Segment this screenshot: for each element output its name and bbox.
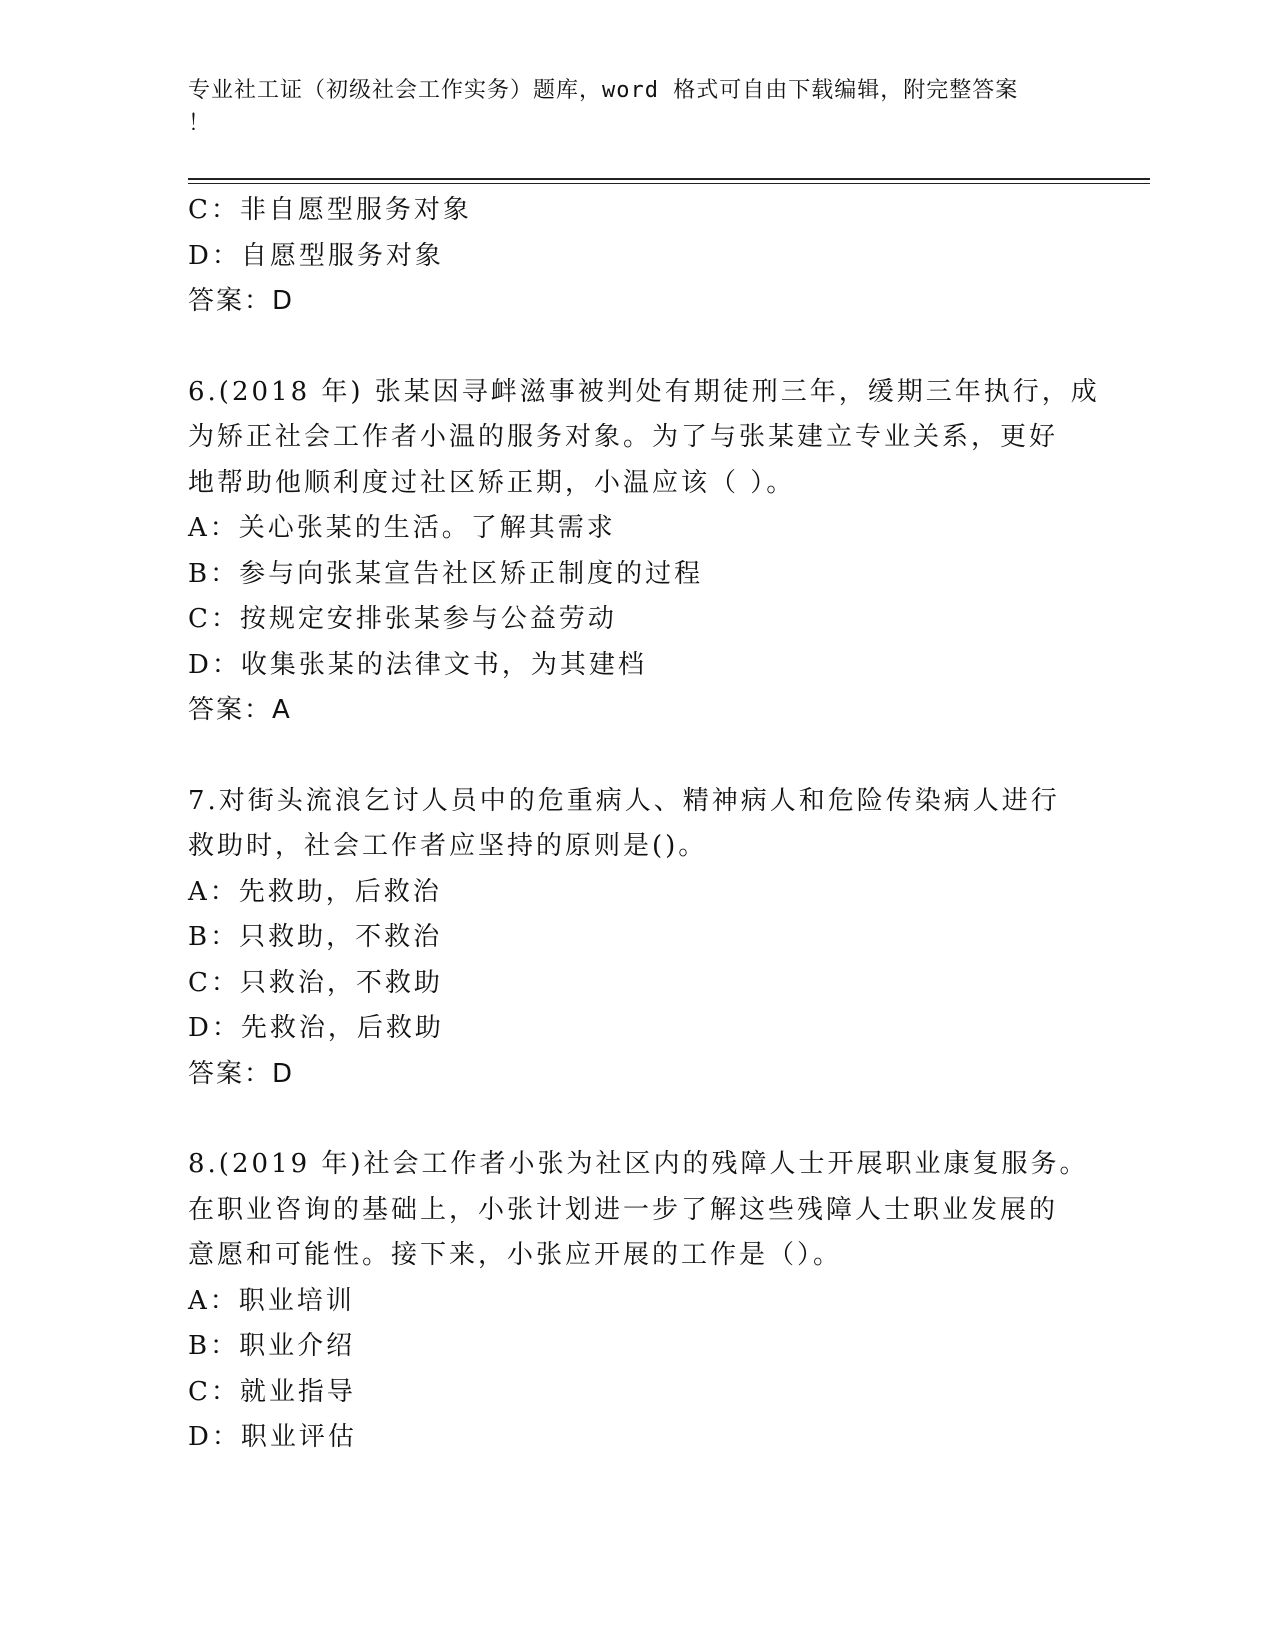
option-b: B：参与向张某宣告社区矫正制度的过程 [188, 558, 704, 589]
option-c: C：非自愿型服务对象 [188, 195, 472, 225]
question-stem: 地帮助他顺利度过社区矫正期，小温应该（ ）。 [188, 467, 796, 498]
option-a: A：职业培训 [188, 1285, 355, 1316]
question-stem: 意愿和可能性。接下来，小张应开展的工作是（）。 [188, 1240, 843, 1270]
option-b: B：职业介绍 [188, 1331, 356, 1361]
question-stem: 7.对街头流浪乞讨人员中的危重病人、精神病人和危险传染病人进行 [188, 785, 1060, 816]
question-stem: 8.(2019 年)社会工作者小张为社区内的残障人士开展职业康复服务。 [188, 1149, 1089, 1179]
option-a: A：先救助，后救治 [188, 876, 442, 907]
answer: 答案：A [188, 695, 292, 725]
answer: 答案：D [188, 1058, 295, 1089]
option-d: D：职业评估 [188, 1422, 357, 1452]
header-title: 专业社工证（初级社会工作实务）题库，word 格式可自由下载编辑，附完整答案 [188, 78, 1019, 103]
question-stem: 救助时，社会工作者应坚持的原则是()。 [188, 831, 708, 861]
option-d: D：自愿型服务对象 [188, 240, 444, 271]
option-c: C：只救治，不救助 [188, 967, 443, 998]
header-divider-thin [188, 183, 1150, 184]
page-header [188, 74, 1068, 140]
option-c: C：按规定安排张某参与公益劳动 [188, 604, 617, 634]
option-a: A：关心张某的生活。了解其需求 [188, 513, 616, 543]
question-7 [188, 779, 1118, 1098]
option-d: D：先救治，后救助 [188, 1013, 444, 1043]
question-stem: 6.(2018 年) 张某因寻衅滋事被判处有期徒刑三年，缓期三年执行，成 [188, 376, 1100, 407]
question-6 [188, 370, 1118, 734]
question-stem: 在职业咨询的基础上，小张计划进一步了解这些残障人士职业发展的 [188, 1194, 1059, 1225]
header-divider [188, 178, 1150, 180]
option-b: B：只救助，不救治 [188, 922, 443, 952]
option-c: C：就业指导 [188, 1376, 356, 1407]
question-8 [188, 1142, 1118, 1461]
question-5-tail [188, 188, 1118, 325]
option-d: D：收集张某的法律文书，为其建档 [188, 649, 647, 680]
question-list [188, 188, 1118, 1461]
question-stem: 为矫正社会工作者小温的服务对象。为了与张某建立专业关系，更好 [188, 422, 1059, 452]
answer: 答案：D [188, 286, 295, 316]
header-title-continued: ！ [188, 111, 212, 136]
